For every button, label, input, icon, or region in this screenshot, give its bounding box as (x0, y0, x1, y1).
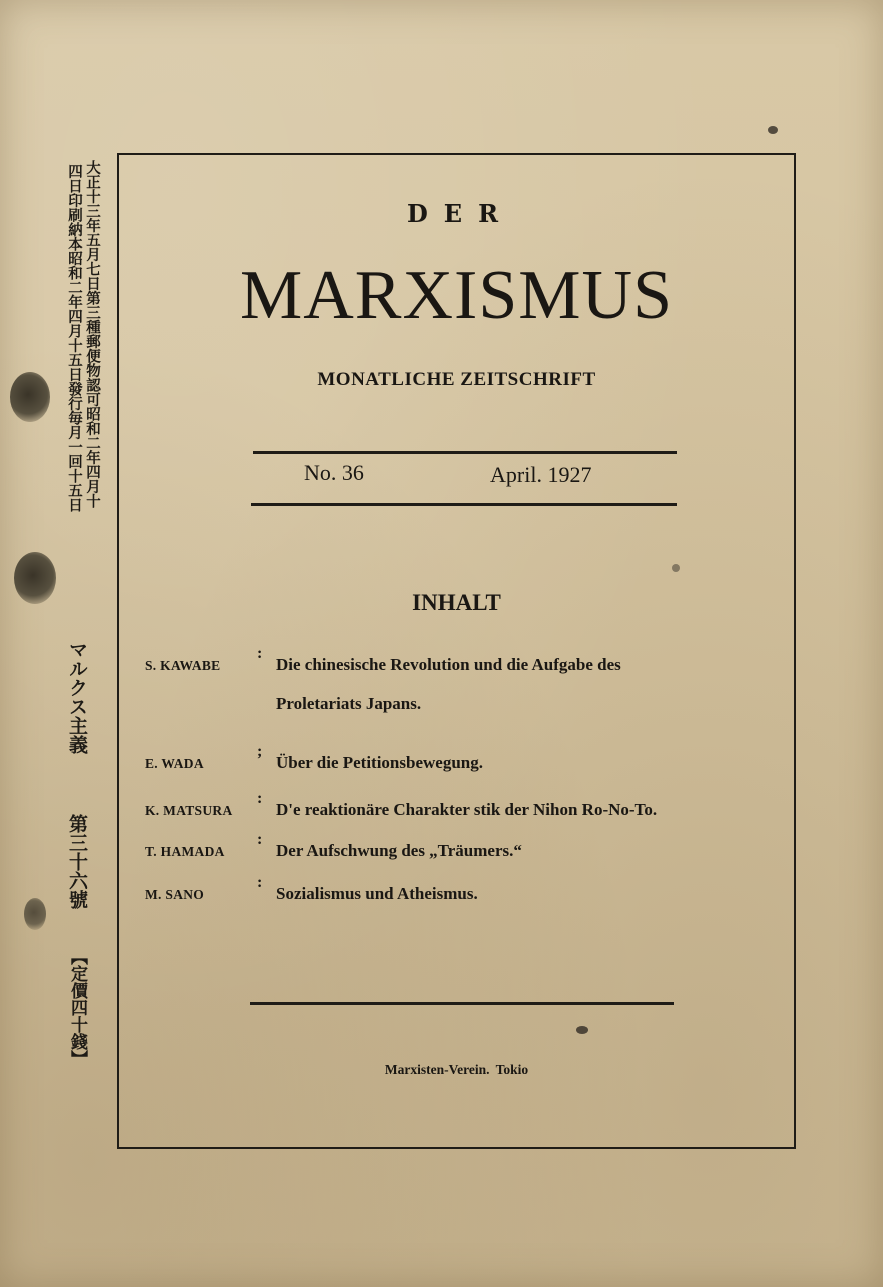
postal-notice-line-2: 四日印刷納本昭和二年四月十五日發行毎月一回十五日 (66, 164, 83, 512)
toc-separator: : (257, 874, 263, 891)
issue-date: April. 1927 (490, 462, 592, 487)
toc-separator: ; (257, 743, 263, 760)
toc-title (276, 743, 786, 782)
ink-stain (768, 126, 778, 134)
binding-hole (24, 898, 46, 930)
toc-title-line: Sozialismus und Atheismus. (276, 884, 478, 903)
divider-rule (251, 503, 677, 506)
publisher-line: Marxisten-Verein. Tokio (384, 1062, 529, 1077)
divider-rule (250, 1002, 674, 1005)
masthead-title: MARXISMUS (240, 257, 673, 334)
masthead-article: DER (406, 199, 515, 228)
postal-notice-line-1: 大正十三年五月七日第三種郵便物認可昭和二年四月十 (84, 160, 101, 508)
toc-author: S. KAWABE (145, 658, 221, 673)
issue-number: No. 36 (304, 460, 364, 485)
toc-title (276, 790, 786, 829)
masthead-subtitle: MONATLICHE ZEITSCHRIFT (317, 369, 596, 390)
toc-title-line: Die chinesische Revolution und die Aufgabe des (276, 655, 621, 674)
spine-issue-number: 第三十六號 (66, 814, 88, 909)
toc-separator: : (257, 790, 263, 807)
toc-title-line: D'e reaktionäre Charakter stik der Nihon Ro-No-To. (276, 800, 658, 819)
toc-author: E. WADA (145, 756, 204, 771)
toc-author: K. MATSURA (145, 803, 233, 818)
spine-title: マルクス主義 (66, 640, 88, 754)
toc-title (276, 874, 786, 913)
toc-title (276, 645, 786, 723)
toc-title-line: Über die Petitionsbewegung. (276, 753, 483, 772)
divider-rule (253, 451, 677, 454)
toc-author: T. HAMADA (145, 844, 225, 859)
toc-separator: : (257, 831, 263, 848)
binding-hole (14, 552, 56, 604)
binding-hole (10, 372, 50, 422)
toc-separator: : (257, 645, 263, 662)
toc-title-line: Proletariats Japans. (276, 694, 422, 713)
toc-title-line: Der Aufschwung des „Träumers.“ (276, 841, 522, 860)
toc-author: M. SANO (145, 887, 205, 902)
spine-price: 【定價四十錢】 (67, 948, 87, 1067)
cover-frame (117, 153, 796, 1149)
toc-title (276, 831, 786, 870)
contents-heading: INHALT (412, 590, 501, 615)
